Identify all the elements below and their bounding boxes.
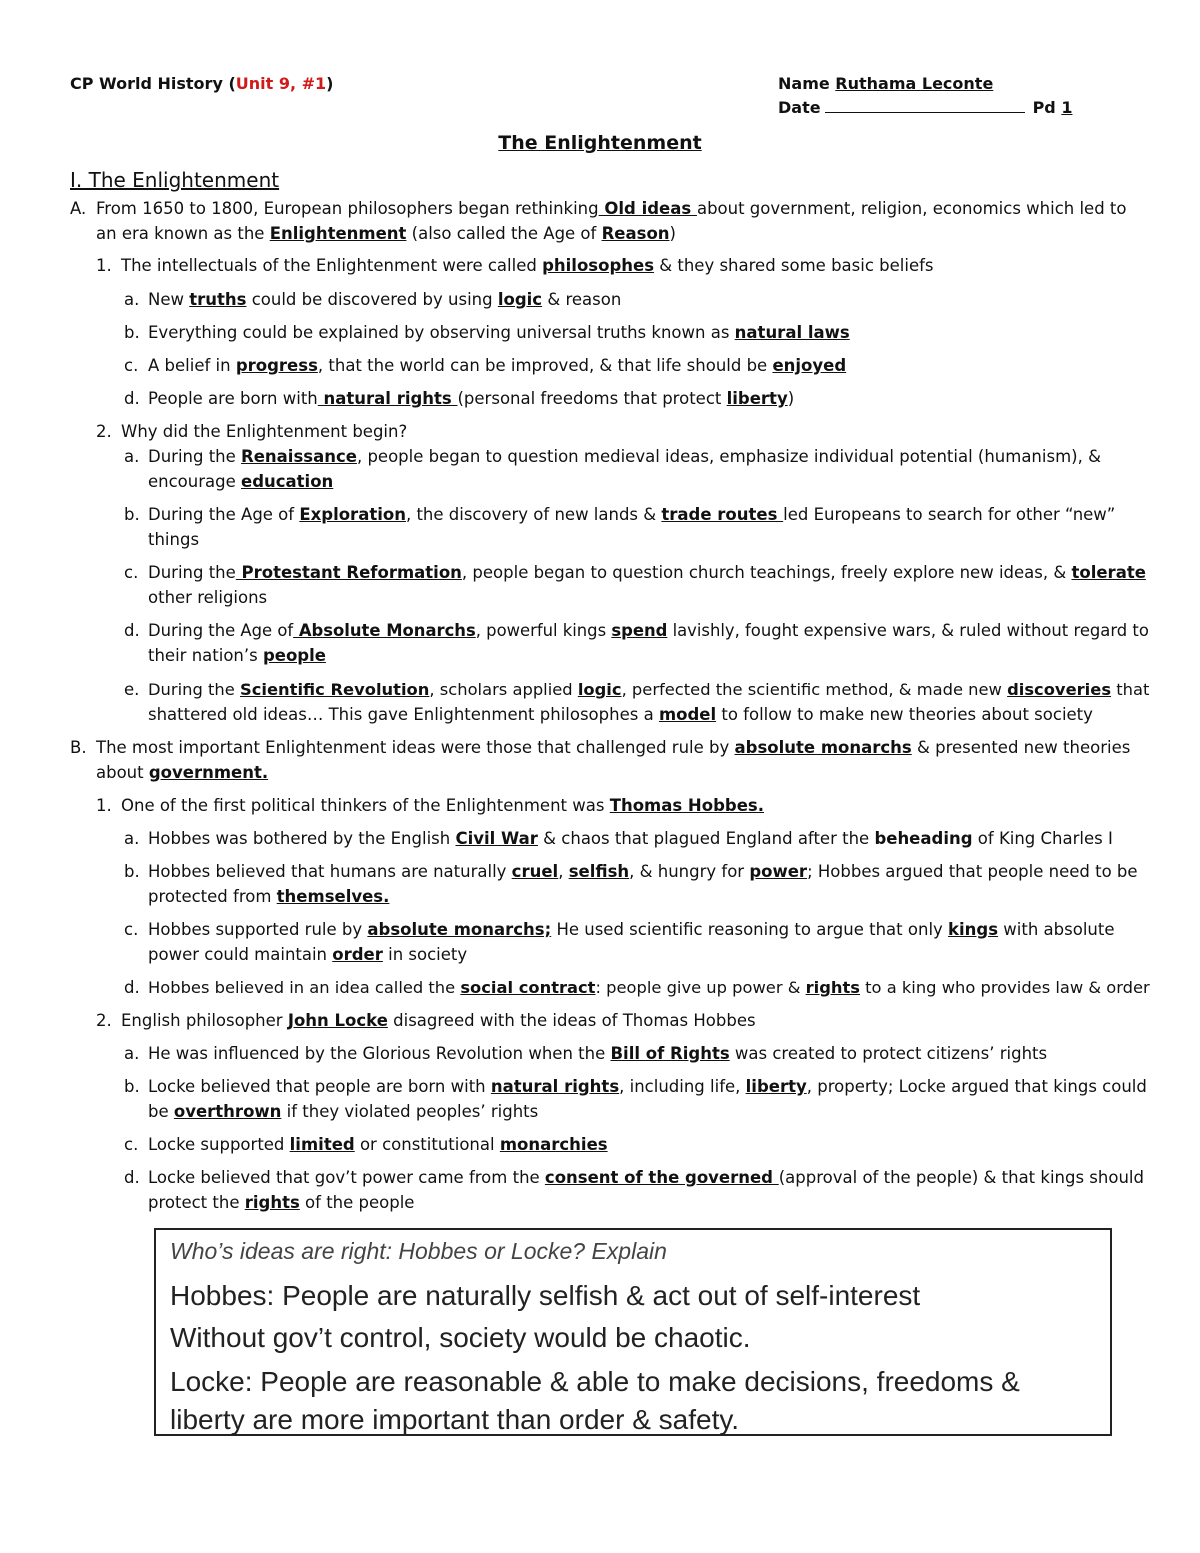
fill-in-answer[interactable]: social contract — [460, 978, 596, 997]
fill-in-answer[interactable]: trade routes — [661, 505, 784, 524]
outline-line — [148, 320, 850, 346]
fill-in-answer[interactable]: consent of the governed — [544, 1168, 779, 1187]
line-text: in society — [382, 945, 468, 964]
outline-line — [148, 942, 467, 968]
line-text: & presented new theories — [911, 738, 1131, 757]
line-text: Locke supported — [148, 1135, 290, 1154]
line-text: to follow to make new theories about society — [716, 705, 1093, 724]
line-text: During the Age of — [148, 621, 294, 640]
line-text: & reason — [542, 290, 622, 309]
outline-line — [148, 1190, 414, 1216]
outline-line — [148, 1165, 1144, 1191]
line-text: shattered old ideas… This gave Enlightenment philosophes a — [148, 705, 659, 724]
line-text: if they violated peoples’ rights — [281, 1102, 539, 1121]
outline-marker: 2. — [96, 1011, 112, 1030]
line-text: From 1650 to 1800, European philosophers began rethinking — [96, 199, 599, 218]
fill-in-answer[interactable]: enjoyed — [772, 356, 847, 375]
line-text: , powerful kings — [475, 621, 612, 640]
outline-marker: 1. — [96, 256, 112, 275]
line-text: Hobbes believed that humans are naturally — [148, 862, 512, 881]
line-text: with absolute — [998, 920, 1115, 939]
line-text: , the discovery of new lands & — [405, 505, 662, 524]
fill-in-answer[interactable]: order — [332, 945, 383, 964]
outline-line — [148, 469, 333, 495]
outline-line — [148, 702, 1093, 728]
fill-in-answer[interactable]: Scientific Revolution — [239, 680, 430, 699]
line-text: & they shared some basic beliefs — [654, 256, 934, 275]
line-text: The intellectuals of the Enlightenment were called — [121, 256, 543, 275]
outline-line — [148, 1099, 538, 1125]
outline-line — [148, 353, 846, 379]
date-blank[interactable] — [825, 98, 1025, 113]
fill-in-answer[interactable]: monarchies — [499, 1135, 608, 1154]
date-pd-field — [778, 98, 1072, 117]
outline-marker: b. — [124, 323, 140, 342]
line-text: During the — [148, 563, 236, 582]
line-text: (also called the Age of — [406, 224, 602, 243]
outline-line — [148, 585, 267, 611]
fill-in-answer[interactable]: selfish — [568, 862, 630, 881]
fill-in-answer[interactable]: rights — [805, 978, 860, 997]
fill-in-answer[interactable]: people — [262, 646, 326, 665]
line-text: , people began to question church teachings, freely explore new ideas, & — [461, 563, 1072, 582]
line-text: protected from — [148, 887, 277, 906]
outline-line — [148, 560, 1146, 586]
line-text: encourage — [148, 472, 241, 491]
box-answer-line: liberty are more important than order & safety. — [170, 1404, 740, 1435]
outline-line — [148, 1074, 1147, 1100]
fill-in-answer[interactable]: natural laws — [734, 323, 850, 342]
line-text: about government, religion, economics which led to — [696, 199, 1127, 218]
line-text: : people give up power & — [595, 978, 806, 997]
line-text: was created to protect citizens’ rights — [729, 1044, 1048, 1063]
outline-line — [121, 1008, 756, 1034]
line-text: The most important Enlightenment ideas were those that challenged rule by — [96, 738, 735, 757]
line-text: During the — [148, 680, 240, 699]
line-text: (approval of the people) & that kings should — [778, 1168, 1144, 1187]
line-text: disagreed with the ideas of Thomas Hobbes — [387, 1011, 756, 1030]
line-text: , people began to question medieval ideas, emphasize individual potential (humanism), & — [356, 447, 1101, 466]
line-text: of King Charles I — [972, 829, 1113, 848]
line-text: One of the first political thinkers of the Enlightenment was — [121, 796, 610, 815]
fill-in-answer[interactable]: Civil War — [455, 829, 538, 848]
line-text: A belief in — [148, 356, 236, 375]
line-text: or constitutional — [354, 1135, 500, 1154]
fill-in-answer[interactable]: power — [749, 862, 808, 881]
outline-marker: d. — [124, 621, 140, 640]
name-label: Name — [778, 74, 830, 93]
line-text: , & hungry for — [629, 862, 750, 881]
outline-marker: a. — [124, 829, 140, 848]
box-answer-line: Hobbes: People are naturally selfish & act out of self-interest — [170, 1280, 921, 1311]
outline-marker: b. — [124, 862, 140, 881]
outline-marker: d. — [124, 389, 140, 408]
fill-in-answer[interactable]: Old ideas — [598, 199, 697, 218]
line-text: their nation’s — [148, 646, 263, 665]
fill-in-answer[interactable]: absolute monarchs; — [367, 920, 552, 939]
outline-marker: 2. — [96, 422, 112, 441]
line-text: ) — [669, 224, 676, 243]
fill-in-answer[interactable]: government. — [148, 763, 269, 782]
line-text: People are born with — [148, 389, 318, 408]
outline-marker: b. — [124, 505, 140, 524]
outline-line — [148, 826, 1113, 852]
course-header — [70, 74, 333, 93]
box-answer-line: Without gov’t control, society would be chaotic. — [170, 1322, 751, 1353]
line-text: other religions — [148, 588, 268, 607]
fill-in-answer[interactable]: liberty — [726, 389, 788, 408]
fill-in-answer[interactable]: Protestant Reformation — [235, 563, 462, 582]
outline-marker: c. — [124, 563, 139, 582]
fill-in-answer[interactable]: rights — [244, 1193, 300, 1212]
line-text: During the Age of — [148, 505, 300, 524]
section-heading: I. The Enlightenment — [70, 168, 280, 192]
fill-in-answer[interactable]: tolerate — [1071, 563, 1146, 582]
line-text: Locke believed that gov’t power came from the — [148, 1168, 545, 1187]
outline-marker: d. — [124, 1168, 140, 1187]
fill-in-answer[interactable]: themselves. — [276, 887, 390, 906]
pd-value[interactable]: 1 — [1061, 98, 1073, 117]
line-text: English philosopher — [121, 1011, 288, 1030]
fill-in-answer[interactable]: cruel — [511, 862, 559, 881]
course-close: ) — [326, 74, 334, 93]
fill-in-answer[interactable]: Renaissance — [241, 447, 357, 466]
line-text: He used scientific reasoning to argue that only — [551, 920, 949, 939]
line-text: protect the — [148, 1193, 245, 1212]
outline-line — [148, 618, 1149, 644]
fill-in-answer[interactable]: overthrown — [173, 1102, 282, 1121]
unit-label: Unit 9, #1 — [235, 74, 327, 93]
answer-box — [154, 1228, 1112, 1436]
bold-term: beheading — [874, 829, 973, 848]
line-text: Everything could be explained by observing universal truths known as — [148, 323, 735, 342]
outline-line — [148, 917, 1115, 943]
fill-in-answer[interactable]: Reason — [601, 224, 670, 243]
outline-marker: a. — [124, 1044, 140, 1063]
outline-line — [148, 884, 389, 910]
name-field — [778, 74, 993, 93]
outline-marker: A. — [70, 199, 87, 218]
line-text: be — [148, 1102, 174, 1121]
outline-line — [96, 221, 676, 247]
line-text: , — [558, 862, 569, 881]
line-text: about — [96, 763, 149, 782]
outline-marker: B. — [70, 738, 87, 757]
outline-line — [148, 643, 326, 669]
line-text: Hobbes believed in an idea called the — [148, 978, 461, 997]
fill-in-answer[interactable]: philosophes — [542, 256, 655, 275]
outline-line — [96, 735, 1130, 761]
line-text: He was influenced by the Glorious Revolution when the — [148, 1044, 611, 1063]
outline-line — [121, 793, 764, 819]
fill-in-answer[interactable]: model — [658, 705, 717, 724]
outline-line — [148, 386, 794, 412]
outline-line — [148, 859, 1138, 885]
fill-in-answer[interactable]: progress — [235, 356, 318, 375]
fill-in-answer[interactable]: Bill of Rights — [610, 1044, 730, 1063]
outline-line — [148, 502, 1115, 528]
line-text: of the people — [299, 1193, 415, 1212]
outline-marker: a. — [124, 447, 140, 466]
box-answer-line: Locke: People are reasonable & able to make decisions, freedoms & — [170, 1366, 1020, 1397]
line-text: ; Hobbes argued that people need to be — [807, 862, 1138, 881]
line-text: Why did the Enlightenment begin? — [121, 422, 408, 441]
outline-marker: b. — [124, 1077, 140, 1096]
outline-marker: e. — [124, 680, 140, 699]
line-text: , scholars applied — [429, 680, 578, 699]
line-text: Hobbes was bothered by the English — [148, 829, 456, 848]
box-question: Who’s ideas are right: Hobbes or Locke? Explain — [170, 1238, 667, 1264]
outline-marker: 1. — [96, 796, 112, 815]
outline-line — [121, 253, 934, 279]
outline-marker: c. — [124, 920, 139, 939]
line-text: lavishly, fought expensive wars, & ruled without regard to — [667, 621, 1149, 640]
line-text: that — [1111, 680, 1150, 699]
fill-in-answer[interactable]: truths — [189, 290, 247, 309]
fill-in-answer[interactable]: John Locke — [287, 1011, 388, 1030]
outline-line — [148, 287, 621, 313]
line-text: Hobbes supported rule by — [148, 920, 368, 939]
line-text: led Europeans to search for other “new” — [783, 505, 1116, 524]
outline-line — [148, 444, 1101, 470]
line-text: (personal freedoms that protect — [457, 389, 727, 408]
outline-line — [148, 527, 199, 553]
line-text: , that the world can be improved, & that life should be — [317, 356, 773, 375]
name-value[interactable]: Ruthama Leconte — [835, 74, 994, 93]
line-text: things — [148, 530, 200, 549]
fill-in-answer[interactable]: liberty — [745, 1077, 807, 1096]
course-label: CP World History ( — [70, 74, 236, 93]
outline-marker: c. — [124, 1135, 139, 1154]
fill-in-answer[interactable]: absolute monarchs — [734, 738, 912, 757]
fill-in-answer[interactable]: spend — [611, 621, 668, 640]
line-text: During the — [148, 447, 242, 466]
fill-in-answer[interactable]: Absolute Monarchs — [293, 621, 476, 640]
line-text: , including life, — [619, 1077, 746, 1096]
outline-line — [96, 760, 268, 786]
line-text: an era known as the — [96, 224, 270, 243]
fill-in-answer[interactable]: natural rights — [317, 389, 458, 408]
outline-marker: c. — [124, 356, 139, 375]
pd-label: Pd — [1032, 98, 1056, 117]
outline-line — [148, 1132, 608, 1158]
line-text: to a king who provides law & order — [859, 978, 1150, 997]
outline-line — [148, 677, 1149, 703]
line-text: ) — [787, 389, 795, 408]
fill-in-answer[interactable]: discoveries — [1007, 680, 1112, 699]
fill-in-answer[interactable]: natural rights — [490, 1077, 620, 1096]
outline-marker: a. — [124, 290, 140, 309]
fill-in-answer[interactable]: Thomas Hobbes. — [609, 796, 764, 815]
fill-in-answer[interactable]: logic — [497, 290, 543, 309]
outline-line — [148, 975, 1150, 1001]
fill-in-answer[interactable]: Enlightenment — [269, 224, 407, 243]
outline-line — [96, 196, 1127, 222]
line-text: New — [148, 290, 190, 309]
line-text: , perfected the scientific method, & made new — [621, 680, 1008, 699]
line-text: , property; Locke argued that kings could — [806, 1077, 1147, 1096]
fill-in-answer[interactable]: education — [241, 472, 334, 491]
fill-in-answer[interactable]: limited — [289, 1135, 355, 1154]
outline-marker: d. — [124, 978, 140, 997]
fill-in-answer[interactable]: kings — [948, 920, 999, 939]
line-text: could be discovered by using — [246, 290, 498, 309]
fill-in-answer[interactable]: Exploration — [299, 505, 406, 524]
outline-line — [148, 1041, 1047, 1067]
outline-line — [121, 419, 407, 445]
date-label: Date — [778, 98, 821, 117]
line-text: power could maintain — [148, 945, 333, 964]
fill-in-answer[interactable]: logic — [577, 680, 622, 699]
page-title: The Enlightenment — [498, 132, 702, 154]
line-text: Locke believed that people are born with — [148, 1077, 491, 1096]
line-text: & chaos that plagued England after the — [537, 829, 875, 848]
